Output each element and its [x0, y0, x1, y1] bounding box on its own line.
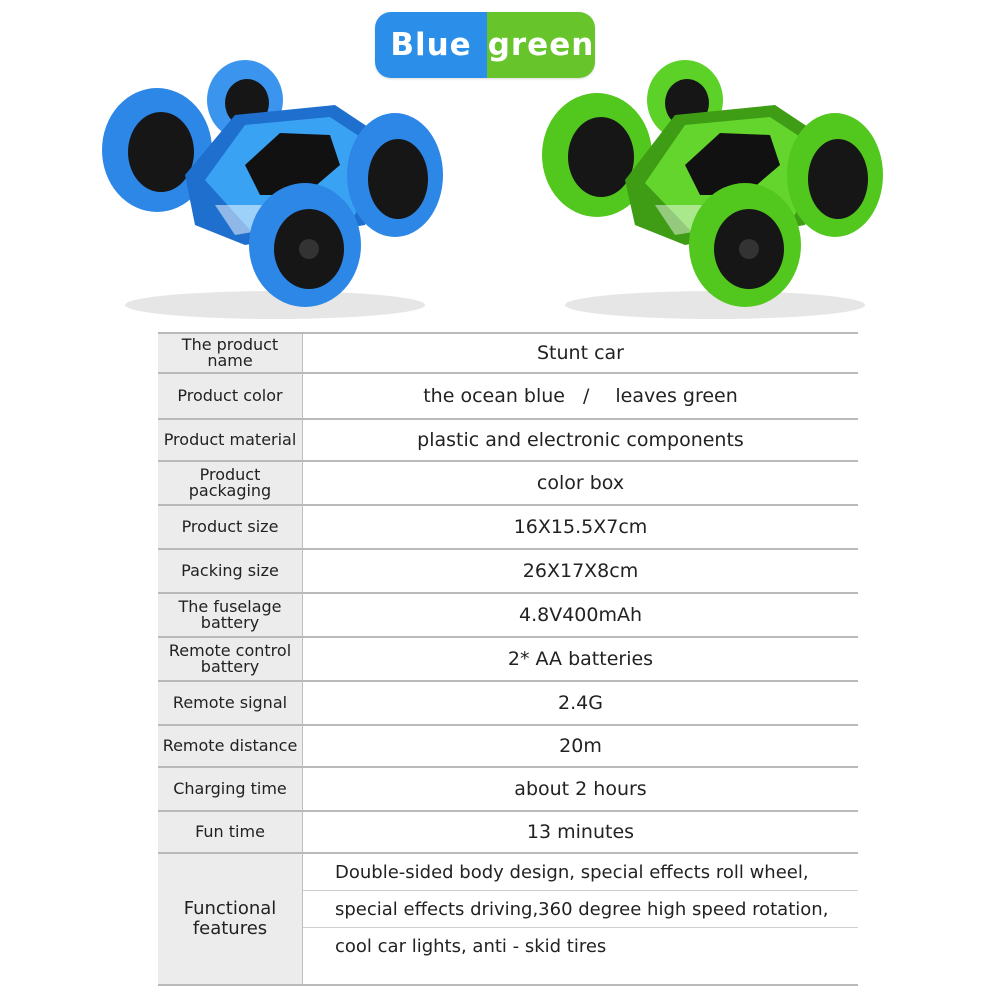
front-left-wheel: [249, 183, 361, 307]
row-label: [158, 854, 303, 984]
row-value: 13 minutes: [526, 821, 635, 843]
front-right-wheel: [347, 113, 443, 237]
row-label: Remote distance: [158, 726, 303, 766]
row-label: Product material: [158, 420, 303, 460]
front-left-wheel: [689, 183, 801, 307]
table-row: [158, 768, 858, 812]
spec-table: [158, 332, 858, 986]
feature-line: special effects driving,360 degree high speed rotation,: [303, 891, 858, 928]
color-value-green: leaves green: [615, 385, 738, 407]
row-label-line: Remote control: [168, 641, 292, 660]
table-row: [158, 550, 858, 594]
row-label-line: battery: [200, 613, 260, 632]
green-stunt-car-image: [535, 55, 895, 325]
blue-stunt-car-image: [95, 55, 455, 325]
feature-line: Double-sided body design, special effects roll wheel,: [303, 854, 858, 891]
color-option-green[interactable]: green: [487, 12, 595, 78]
row-value: 20m: [559, 735, 602, 757]
row-value: 2.4G: [558, 692, 603, 714]
table-row: [158, 374, 858, 420]
table-row: [158, 812, 858, 854]
row-label: [158, 638, 303, 680]
features-list: [303, 854, 858, 984]
row-label: Remote signal: [158, 682, 303, 724]
color-value-separator: /: [583, 385, 590, 407]
table-row: [158, 594, 858, 638]
table-row: [158, 726, 858, 768]
row-label: Packing size: [158, 550, 303, 592]
row-label: Fun time: [158, 812, 303, 852]
row-label-line: features: [192, 918, 268, 939]
feature-line: cool car lights, anti - skid tires: [335, 935, 607, 957]
row-value: 2* AA batteries: [507, 648, 654, 670]
row-value: Stunt car: [537, 342, 624, 364]
row-label-line: packaging: [188, 481, 272, 500]
row-value: about 2 hours: [514, 778, 647, 800]
row-value: [303, 374, 858, 418]
row-value: 4.8V400mAh: [518, 604, 643, 626]
row-label-line: battery: [200, 657, 260, 676]
row-value: 26X17X8cm: [522, 560, 639, 582]
row-value: plastic and electronic components: [417, 429, 744, 451]
color-value-blue: the ocean blue: [423, 385, 565, 407]
table-row: [158, 682, 858, 726]
row-label: The product name: [158, 334, 303, 372]
table-row: [158, 506, 858, 550]
row-label: Charging time: [158, 768, 303, 810]
row-value: color box: [536, 472, 625, 494]
row-value: 16X15.5X7cm: [513, 516, 648, 538]
row-label: [158, 462, 303, 504]
row-label-line: Functional: [183, 898, 277, 919]
table-row: [158, 854, 858, 986]
front-right-wheel: [787, 113, 883, 237]
row-label: [158, 594, 303, 636]
row-label: Product size: [158, 506, 303, 548]
table-row: [158, 420, 858, 462]
table-row: [158, 462, 858, 506]
table-row: [158, 638, 858, 682]
row-label-line: Product: [199, 465, 261, 484]
table-row: [158, 332, 858, 374]
color-option-blue[interactable]: Blue: [375, 12, 487, 78]
row-label: Product color: [158, 374, 303, 418]
row-label-line: The fuselage: [178, 597, 282, 616]
